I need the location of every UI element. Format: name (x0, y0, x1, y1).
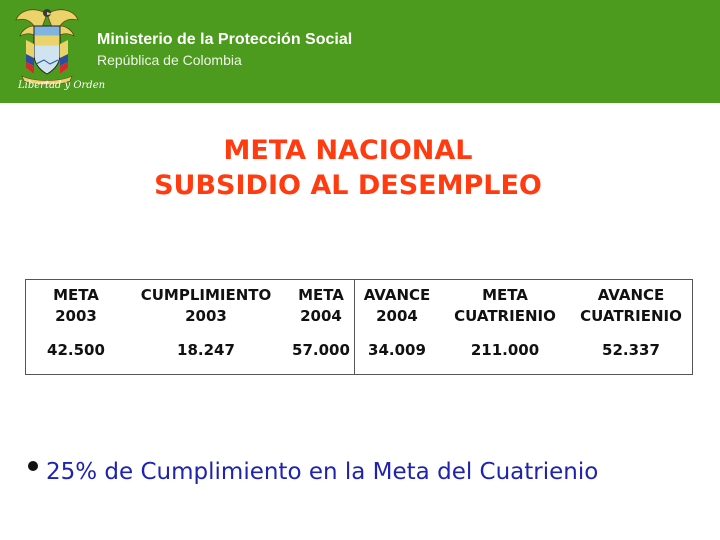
table-value-cell: 42.500 (47, 341, 105, 359)
table-header-cell: META CUATRIENIO (454, 286, 556, 325)
bullet-dot-icon (28, 461, 38, 471)
header-banner (0, 0, 720, 103)
table-header-cell: CUMPLIMIENTO 2003 (140, 286, 272, 325)
table-value-cell: 18.247 (177, 341, 235, 359)
table-value-cell: 52.337 (602, 341, 660, 359)
table-value-cell: 57.000 (292, 341, 350, 359)
goals-table (25, 279, 693, 375)
motto: Libertad y Orden (18, 80, 106, 91)
table-value-cell: 211.000 (470, 341, 540, 359)
table-header-cell: META 2003 (53, 286, 99, 325)
bullet-item (28, 459, 598, 485)
page-title (0, 133, 696, 203)
table-header-cell: AVANCE CUATRIENIO (580, 286, 682, 325)
title-line-2: SUBSIDIO AL DESEMPLEO (154, 170, 542, 201)
title-line-1: META NACIONAL (223, 135, 473, 166)
republic-subtitle: República de Colombia (97, 52, 242, 68)
bullet-text: 25% de Cumplimiento en la Meta del Cuatrienio (46, 459, 599, 485)
table-header-cell: META 2004 (298, 286, 344, 325)
table-value-cell: 34.009 (368, 341, 426, 359)
table-header-cell: AVANCE 2004 (363, 286, 431, 325)
ministry-title: Ministerio de la Protección Social (97, 31, 353, 48)
